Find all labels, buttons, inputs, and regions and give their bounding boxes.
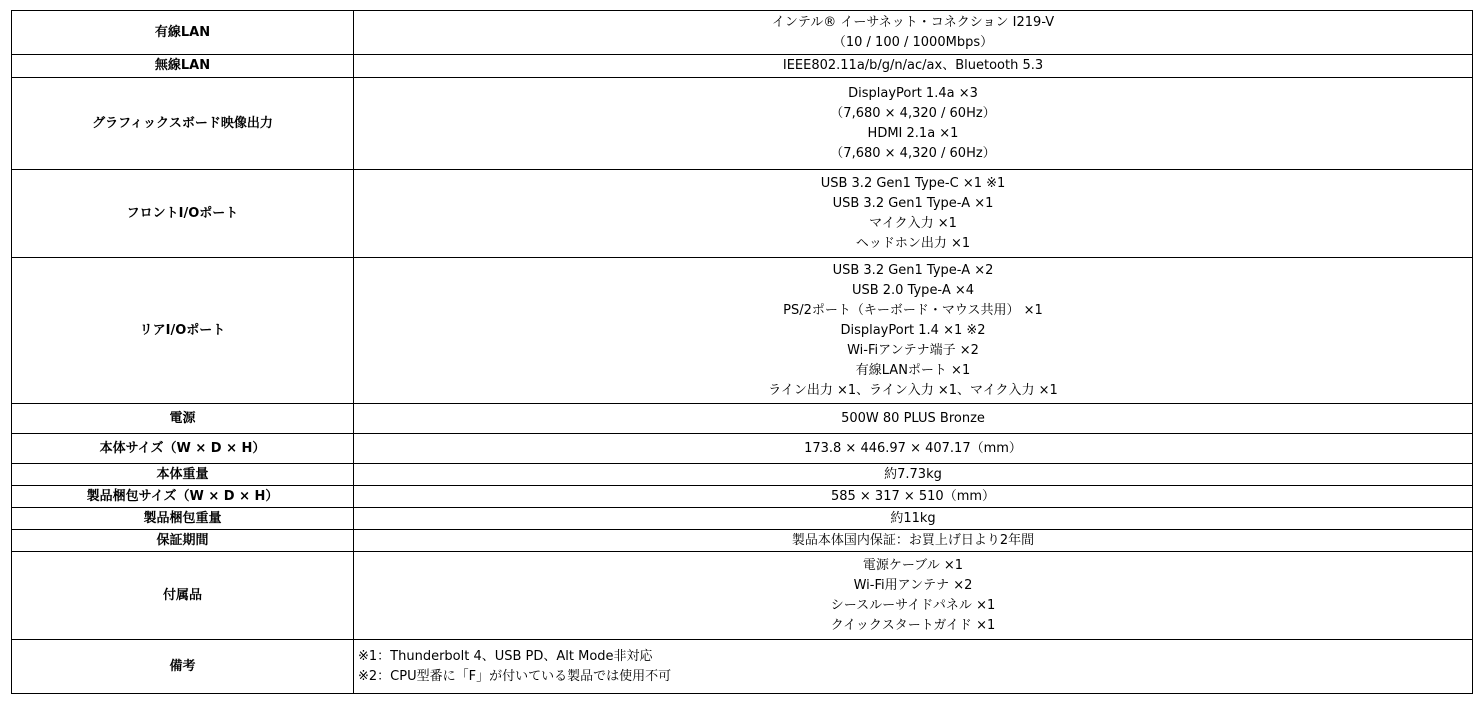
spec-value bbox=[354, 78, 1473, 170]
spec-label: リアI/Oポート bbox=[12, 258, 354, 404]
spec-value-line: Wi-Fiアンテナ端子 ×2 bbox=[847, 342, 979, 358]
spec-label: 備考 bbox=[12, 640, 354, 694]
spec-table bbox=[11, 10, 1473, 694]
spec-value-line: ※2：CPU型番に「F」が付いている製品では使用不可 bbox=[358, 668, 672, 684]
spec-row bbox=[12, 530, 1473, 552]
spec-row bbox=[12, 464, 1473, 486]
spec-value-line: IEEE802.11a/b/g/n/ac/ax、Bluetooth 5.3 bbox=[782, 58, 1044, 73]
spec-value bbox=[354, 552, 1473, 640]
spec-row bbox=[12, 552, 1473, 640]
spec-value bbox=[354, 170, 1473, 258]
spec-label: 本体サイズ（W × D × H） bbox=[12, 434, 354, 464]
spec-row bbox=[12, 55, 1473, 78]
spec-row bbox=[12, 508, 1473, 530]
spec-value bbox=[354, 508, 1473, 530]
spec-label: グラフィックスボード映像出力 bbox=[12, 78, 354, 170]
spec-value-line: 有線LANポート ×1 bbox=[855, 362, 971, 378]
spec-value bbox=[354, 404, 1473, 434]
spec-row bbox=[12, 170, 1473, 258]
spec-value-line: PS/2ポート（キーボード・マウス共用） ×1 bbox=[783, 302, 1043, 318]
spec-value-line: （10 / 100 / 1000Mbps） bbox=[832, 34, 994, 50]
spec-row bbox=[12, 404, 1473, 434]
spec-value bbox=[354, 11, 1473, 55]
spec-label: 付属品 bbox=[12, 552, 354, 640]
spec-label: 保証期間 bbox=[12, 530, 354, 552]
spec-value-line: インテル® イーサネット・コネクション I219-V bbox=[771, 14, 1055, 30]
spec-value bbox=[354, 486, 1473, 508]
spec-value bbox=[354, 640, 1473, 694]
spec-value-line: USB 2.0 Type-A ×4 bbox=[851, 282, 975, 298]
spec-value-line: HDMI 2.1a ×1 bbox=[867, 125, 959, 141]
spec-value-line: 電源ケーブル ×1 bbox=[862, 557, 964, 573]
spec-value-line: 約11kg bbox=[890, 510, 936, 526]
spec-value-line: DisplayPort 1.4a ×3 bbox=[848, 85, 978, 101]
spec-label: 無線LAN bbox=[12, 55, 354, 78]
spec-value-line: ヘッドホン出力 ×1 bbox=[855, 235, 971, 251]
spec-value bbox=[354, 530, 1473, 552]
spec-row bbox=[12, 486, 1473, 508]
spec-value-line: （7,680 × 4,320 / 60Hz） bbox=[830, 145, 996, 161]
spec-value-line: 製品本体国内保証：お買上げ日より2年間 bbox=[791, 532, 1035, 548]
spec-row bbox=[12, 258, 1473, 404]
spec-row bbox=[12, 640, 1473, 694]
spec-row bbox=[12, 78, 1473, 170]
spec-value-line: USB 3.2 Gen1 Type-C ×1 ※1 bbox=[820, 175, 1006, 191]
spec-value bbox=[354, 55, 1473, 78]
spec-label: 製品梱包サイズ（W × D × H） bbox=[12, 486, 354, 508]
spec-value-line: Wi-Fi用アンテナ ×2 bbox=[853, 577, 973, 593]
spec-row bbox=[12, 11, 1473, 55]
spec-value-line: ※1：Thunderbolt 4、USB PD、Alt Mode非対応 bbox=[358, 648, 653, 664]
spec-label: フロントI/Oポート bbox=[12, 170, 354, 258]
spec-value bbox=[354, 434, 1473, 464]
spec-value bbox=[354, 464, 1473, 486]
spec-value-line: マイク入力 ×1 bbox=[869, 215, 957, 231]
spec-row bbox=[12, 434, 1473, 464]
spec-value-line: （7,680 × 4,320 / 60Hz） bbox=[830, 105, 996, 121]
spec-value-line: USB 3.2 Gen1 Type-A ×2 bbox=[832, 262, 994, 278]
spec-value-line: シースルーサイドパネル ×1 bbox=[830, 597, 996, 613]
spec-label: 有線LAN bbox=[12, 11, 354, 55]
spec-value-line: 173.8 × 446.97 × 407.17（mm） bbox=[804, 440, 1022, 456]
spec-table-body bbox=[12, 11, 1473, 694]
spec-value-line: ライン出力 ×1、ライン入力 ×1、マイク入力 ×1 bbox=[768, 382, 1058, 398]
spec-value-line: 500W 80 PLUS Bronze bbox=[841, 410, 985, 426]
spec-label: 電源 bbox=[12, 404, 354, 434]
spec-value-line: 約7.73kg bbox=[884, 466, 942, 482]
spec-value-line: 585 × 317 × 510（mm） bbox=[830, 488, 996, 504]
spec-value bbox=[354, 258, 1473, 404]
spec-value-line: USB 3.2 Gen1 Type-A ×1 bbox=[832, 195, 994, 211]
spec-label: 本体重量 bbox=[12, 464, 354, 486]
spec-value-line: クイックスタートガイド ×1 bbox=[830, 617, 996, 633]
spec-value-line: DisplayPort 1.4 ×1 ※2 bbox=[840, 322, 986, 338]
spec-label: 製品梱包重量 bbox=[12, 508, 354, 530]
